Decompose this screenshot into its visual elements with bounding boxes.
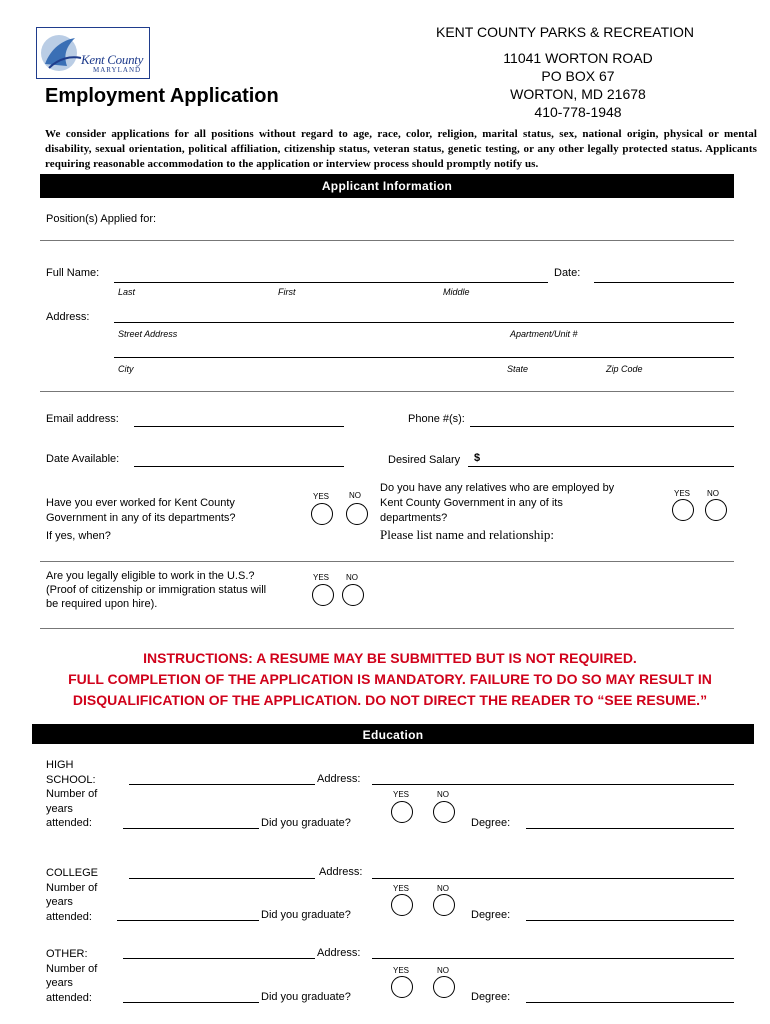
worked-yes-radio[interactable] [311, 503, 333, 525]
question-line: Are you legally eligible to work in the U.S.? [46, 570, 255, 582]
state-caption: State [507, 364, 529, 374]
high-school-degree-label: Degree: [471, 817, 511, 829]
divider [40, 391, 734, 392]
relatives-question [380, 481, 614, 526]
question-line: (Proof of citizenship or immigration status will [46, 584, 267, 596]
phone-label: Phone #(s): [408, 413, 465, 425]
worked-when-label: If yes, when? [46, 530, 111, 542]
high-school-no-label: NO [437, 790, 449, 799]
other-no-radio[interactable] [433, 976, 455, 998]
high-school-yes-label: YES [393, 790, 410, 799]
label-line: HIGH [46, 759, 74, 771]
education-section-header: Education [32, 724, 754, 744]
question-line: Have you ever worked for Kent County [46, 497, 235, 509]
date-field[interactable] [594, 282, 734, 283]
college-graduate-label: Did you graduate? [261, 909, 351, 921]
label-line: OTHER: [46, 948, 88, 960]
high-school-address-field[interactable] [372, 784, 734, 785]
date-available-field[interactable] [134, 466, 344, 467]
relatives-yes-label: YES [674, 489, 691, 498]
question-line: be required upon hire). [46, 598, 158, 610]
question-line: departments? [380, 512, 448, 524]
zip-caption: Zip Code [606, 364, 643, 374]
positions-field[interactable] [40, 240, 734, 241]
label-line: Number of [46, 962, 98, 975]
label-line: Number of [46, 881, 98, 894]
street-address-field[interactable] [114, 322, 734, 323]
other-degree-label: Degree: [471, 991, 511, 1003]
eligible-question [46, 569, 266, 611]
other-graduate-label: Did you graduate? [261, 991, 351, 1003]
label-line: years [46, 977, 73, 989]
other-address-field[interactable] [372, 958, 734, 959]
worked-yes-label: YES [313, 492, 330, 501]
date-available-label: Date Available: [46, 453, 120, 465]
city-state-zip-field[interactable] [114, 357, 734, 358]
page-title: Employment Application [45, 85, 279, 107]
other-yes-label: YES [393, 966, 410, 975]
college-degree-field[interactable] [526, 920, 734, 921]
dollar-sign: $ [474, 452, 481, 464]
instruction-line: FULL COMPLETION OF THE APPLICATION IS MANDATORY. FAILURE TO DO SO MAY RESULT IN [68, 671, 712, 687]
address-label: Address: [46, 311, 90, 323]
organization-address [478, 49, 678, 121]
high-school-yes-radio[interactable] [391, 801, 413, 823]
other-years-field[interactable] [123, 1002, 259, 1003]
label-line: COLLEGE [46, 867, 98, 879]
college-no-label: NO [437, 884, 449, 893]
relatives-no-label: NO [707, 489, 719, 498]
desired-salary-field[interactable] [468, 466, 734, 467]
eeo-disclaimer: We consider applications for all positions without regard to age, race, color, religion, marital status, sex, national origin, physical or mental disability, sexual orientation, political affiliation, citizenship status, veteran status, genetic testing, or any other legally protected status. Applicants requiring reasonable accommodation to the application or interview process should promptly notify us. [45, 128, 757, 170]
resume-instructions [40, 648, 740, 711]
label-line: attended: [46, 817, 92, 829]
college-address-label: Address: [319, 866, 363, 878]
relatives-no-radio[interactable] [705, 499, 727, 521]
email-label: Email address: [46, 413, 119, 425]
high-school-graduate-label: Did you graduate? [261, 817, 351, 829]
college-yes-radio[interactable] [391, 894, 413, 916]
date-label: Date: [554, 267, 581, 279]
label-line: years [46, 896, 73, 908]
college-yes-label: YES [393, 884, 410, 893]
address-line: 11041 WORTON ROAD [503, 50, 653, 66]
address-line: 410-778-1948 [534, 104, 622, 120]
first-name-caption: First [278, 287, 296, 297]
other-address-label: Address: [317, 947, 361, 959]
worked-question [46, 496, 236, 526]
organization-name: KENT COUNTY PARKS & RECREATION [436, 24, 695, 40]
full-name-field[interactable] [114, 282, 548, 283]
high-school-no-radio[interactable] [433, 801, 455, 823]
worked-no-label: NO [349, 491, 361, 500]
other-no-label: NO [437, 966, 449, 975]
college-name-field[interactable] [129, 878, 315, 879]
other-yes-radio[interactable] [391, 976, 413, 998]
label-line: years [46, 802, 73, 815]
label-line: SCHOOL: [46, 773, 96, 786]
logo-text: Kent County [81, 52, 144, 67]
eligible-yes-label: YES [313, 573, 330, 582]
city-caption: City [118, 364, 134, 374]
applicant-section-header: Applicant Information [40, 174, 734, 198]
county-logo [36, 27, 150, 79]
college-address-field[interactable] [372, 878, 734, 879]
other-name-field[interactable] [123, 958, 315, 959]
address-line: PO BOX 67 [541, 68, 615, 84]
high-school-name-field[interactable] [129, 784, 315, 785]
eligible-yes-radio[interactable] [312, 584, 334, 606]
apartment-caption: Apartment/Unit # [510, 329, 578, 339]
college-degree-label: Degree: [471, 909, 511, 921]
divider [40, 628, 734, 629]
eligible-no-radio[interactable] [342, 584, 364, 606]
high-school-address-label: Address: [317, 773, 361, 785]
last-name-caption: Last [118, 287, 136, 297]
relatives-yes-radio[interactable] [672, 499, 694, 521]
eligible-no-label: NO [346, 573, 358, 582]
other-school-label [46, 947, 97, 1005]
college-years-field[interactable] [117, 920, 259, 921]
question-line: Government in any of its departments? [46, 512, 236, 524]
college-no-radio[interactable] [433, 894, 455, 916]
full-name-label: Full Name: [46, 267, 100, 279]
college-label [46, 866, 98, 924]
street-caption: Street Address [118, 329, 178, 339]
address-line: WORTON, MD 21678 [510, 86, 646, 102]
high-school-years-field[interactable] [123, 828, 259, 829]
worked-no-radio[interactable] [346, 503, 368, 525]
instruction-line: DISQUALIFICATION OF THE APPLICATION. DO NOT DIRECT THE READER TO “SEE RESUME.” [72, 692, 708, 708]
high-school-label [46, 758, 97, 831]
positions-label: Position(s) Applied for: [46, 213, 157, 225]
phone-field[interactable] [470, 426, 734, 427]
high-school-degree-field[interactable] [526, 828, 734, 829]
logo-subtext: MARYLAND [93, 66, 142, 74]
question-line: Do you have any relatives who are employed by [380, 482, 615, 494]
divider [40, 561, 734, 562]
label-line: attended: [46, 991, 92, 1004]
relatives-list-label: Please list name and relationship: [380, 527, 555, 542]
middle-name-caption: Middle [443, 287, 470, 297]
email-field[interactable] [134, 426, 344, 427]
desired-salary-label: Desired Salary [388, 454, 461, 466]
question-line: Kent County Government in any of its [380, 497, 563, 509]
label-line: Number of [46, 788, 98, 800]
other-degree-field[interactable] [526, 1002, 734, 1003]
label-line: attended: [46, 910, 92, 923]
instruction-line: INSTRUCTIONS: A RESUME MAY BE SUBMITTED BUT IS NOT REQUIRED. [143, 650, 637, 666]
